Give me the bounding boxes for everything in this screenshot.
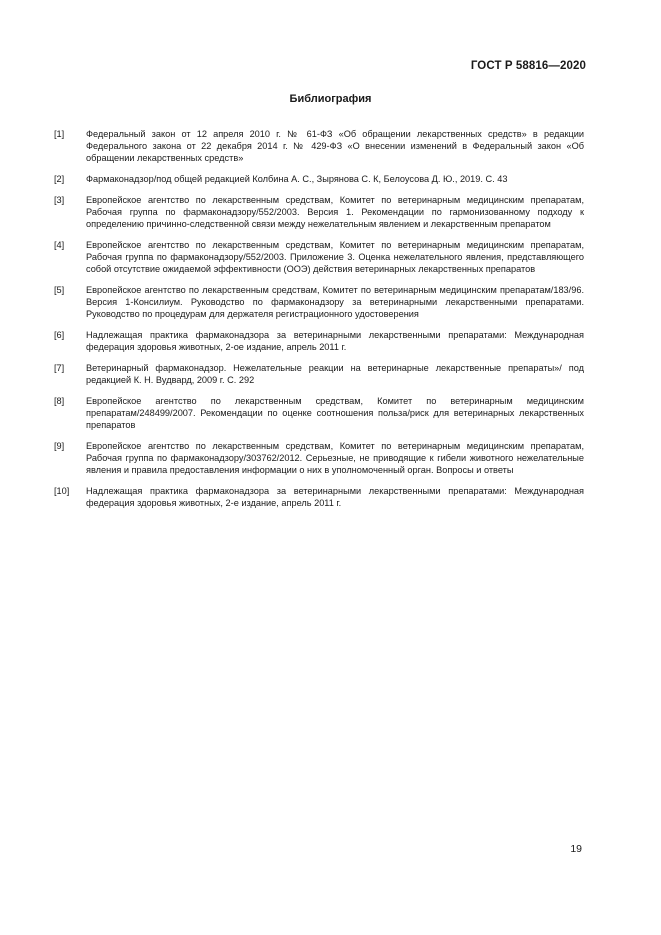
entry-text: Ветеринарный фармаконадзор. Нежелательные реакции на ветеринарные лекарственные препараты»/ под редакцией К. Н. Вудвард, 2009 г. С. 292 [86, 363, 584, 385]
entry-text: Надлежащая практика фармаконадзора за ветеринарными лекарственными препаратами: Международная федерация здоровья животных, 2-ое издание, апрель 2011 г. [86, 330, 584, 352]
bibliography-entry [54, 194, 584, 230]
entry-number: [7] [54, 363, 65, 373]
document-code: ГОСТ Р 58816—2020 [470, 60, 586, 72]
bibliography-entry [54, 485, 584, 509]
entry-text: Федеральный закон от 12 апреля 2010 г. № 61-ФЗ «Об обращении лекарственных средств» в редакции Федерального закона от 22 декабря 2014 г. № 429-ФЗ «О внесении изменений в Федеральный закон «Об обращении лекарственных средств» [86, 129, 584, 163]
bibliography-entry [54, 329, 584, 353]
bibliography-entry [54, 362, 584, 386]
entry-number: [4] [54, 240, 65, 250]
bibliography-entry [54, 239, 584, 275]
entry-number: [10] [54, 486, 70, 496]
section-title: Библиография [289, 93, 372, 105]
bibliography-entry [54, 173, 584, 185]
entry-number: [9] [54, 441, 65, 451]
entry-number: [2] [54, 174, 65, 184]
entry-text: Европейское агентство по лекарственным средствам, Комитет по ветеринарным медицинским препаратам, Рабочая группа по фармаконадзору/303762/2012. Серьезные, не приводящие к гибели животного нежелательные явления и правила предоставления информации о них в уполномоченный орган. Вопросы и ответы [86, 441, 584, 475]
entry-text: Европейское агентство по лекарственным средствам, Комитет по ветеринарным медицинским препаратам/183/96. Версия 1-Консилиум. Руководство по фармаконадзору за ветеринарными лекарственными препаратами. Руководство по процедурам для держателя регистрационного удостоверения [86, 285, 584, 319]
entry-text: Надлежащая практика фармаконадзора за ветеринарными лекарственными препаратами: Международная федерация здоровья животных, 2-е издание, апрель 2011 г. [86, 486, 584, 508]
entry-text: Европейское агентство по лекарственным средствам, Комитет по ветеринарным медицинским препаратам, Рабочая группа по фармаконадзору/552/2003. Версия 1. Рекомендации по гармонизованному подходу к определению причинно-следственной связи между нежелательным явлением и лекарственным препаратом [86, 195, 584, 229]
entry-number: [8] [54, 396, 65, 406]
bibliography-entry [54, 395, 584, 431]
entry-text: Европейское агентство по лекарственным средствам, Комитет по ветеринарным медицинским препаратам, Рабочая группа по фармаконадзору/552/2003. Приложение 3. Оценка нежелательного явления, представляющего собой отсутствие ожидаемой эффективности (ООЭ) действия ветеринарных лекарственных препаратов [86, 240, 584, 274]
entry-number: [3] [54, 195, 65, 205]
bibliography-entry [54, 128, 584, 164]
bibliography-list [54, 128, 584, 518]
entry-number: [1] [54, 129, 65, 139]
entry-number: [6] [54, 330, 65, 340]
entry-number: [5] [54, 285, 65, 295]
page-number: 19 [570, 843, 582, 855]
bibliography-entry [54, 284, 584, 320]
bibliography-entry [54, 440, 584, 476]
entry-text: Европейское агентство по лекарственным средствам, Комитет по ветеринарным медицинским препаратам/248499/2007. Рекомендации по оценке соотношения польза/риск для ветеринарных лекарственных препаратов [86, 396, 584, 430]
entry-text: Фармаконадзор/под общей редакцией Колбина А. С., Зырянова С. К, Белоусова Д. Ю., 2019. С. 43 [86, 174, 508, 184]
